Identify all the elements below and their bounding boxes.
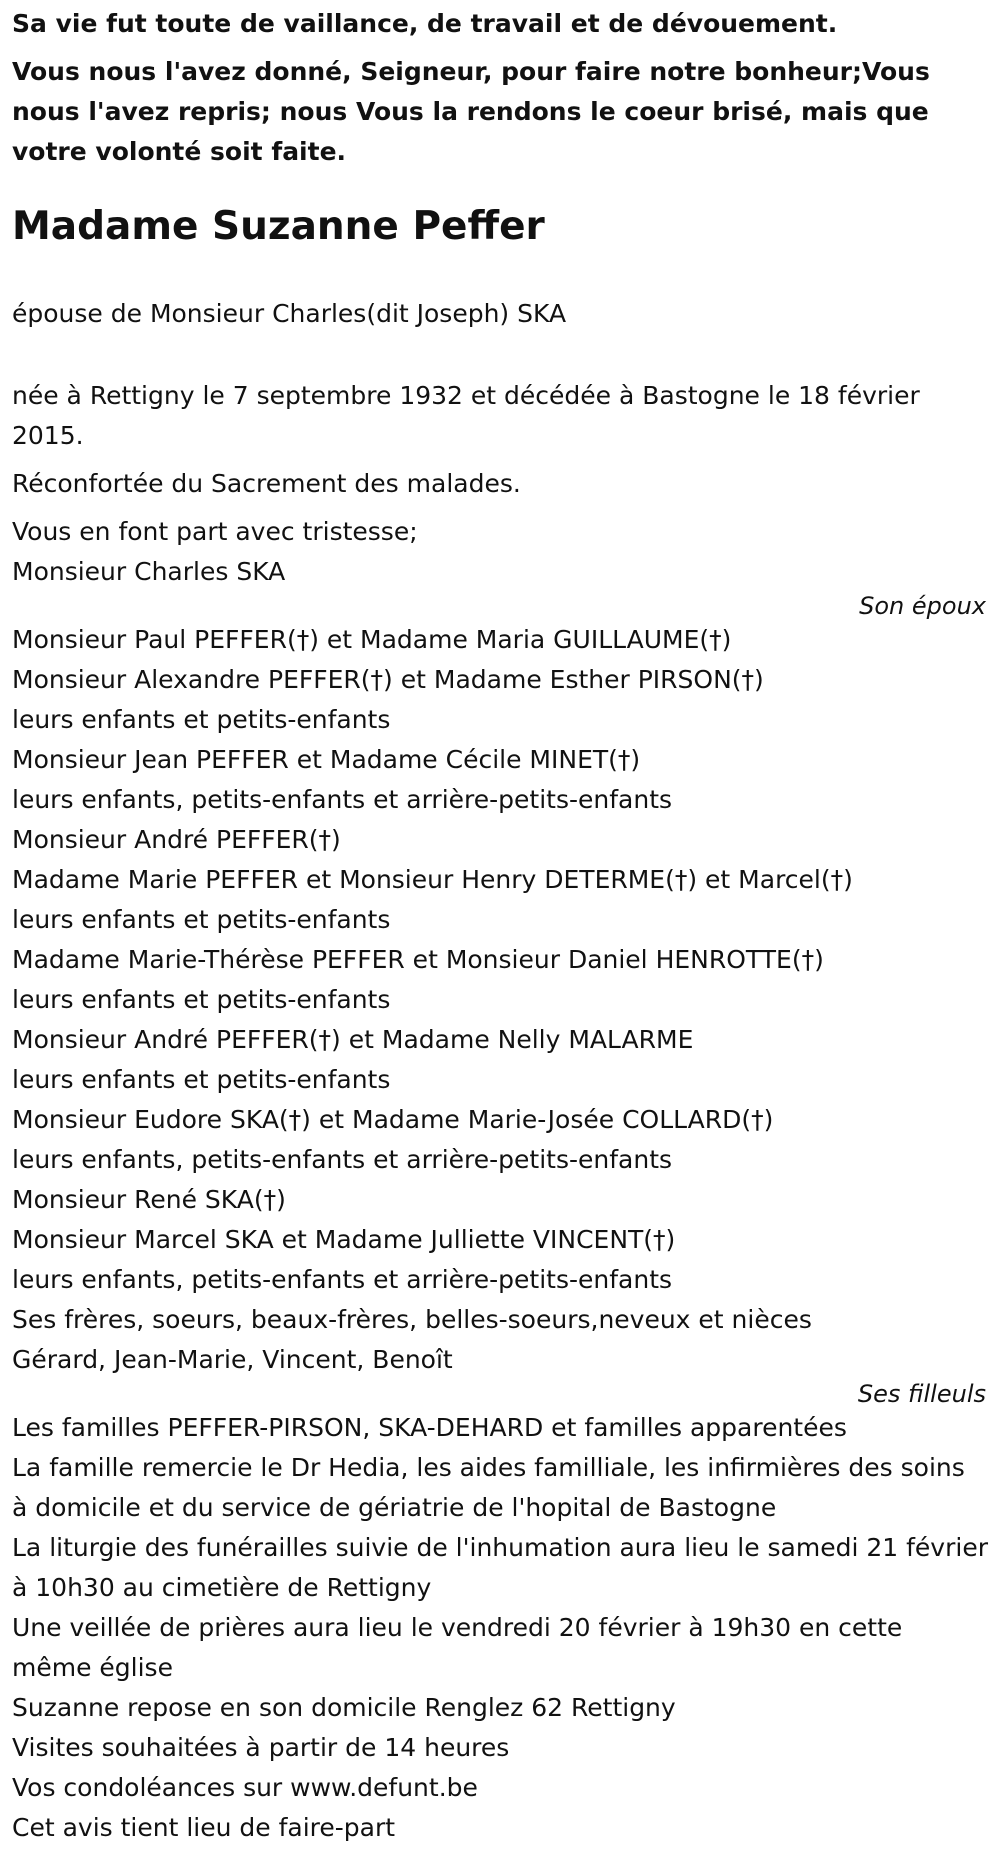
deceased-name: Madame Suzanne Peffer [12,204,545,249]
closing-line: Vos condoléances sur www.defunt.be [12,1773,478,1802]
family-line: Gérard, Jean-Marie, Vincent, Benoît [12,1345,453,1374]
closing-list [12,1408,988,1848]
birth-death-line: née à Rettigny le 7 septembre 1932 et décédée à Bastogne le 18 février 2015. [12,381,920,450]
family-line: leurs enfants, petits-enfants et arrière-petits-enfants [12,785,673,814]
intro-line: Vous en font part avec tristesse; [12,517,418,546]
family-line: leurs enfants et petits-enfants [12,985,391,1014]
closing-line: La famille remercie le Dr Hedia, les aides familliale, les infirmières des soins à domicile et du service de gériatrie de l'hopital de Bastogne [12,1453,965,1522]
family-line: leurs enfants, petits-enfants et arrière-petits-enfants [12,1265,673,1294]
family-list [12,620,988,1380]
family-line: leurs enfants, petits-enfants et arrière-petits-enfants [12,1145,673,1174]
quote-1: Sa vie fut toute de vaillance, de travail et de dévouement. [12,9,838,38]
family-line: leurs enfants et petits-enfants [12,1065,391,1094]
family-line: Monsieur Paul PEFFER(†) et Madame Maria GUILLAUME(†) [12,625,732,654]
family-line: Madame Marie PEFFER et Monsieur Henry DETERME(†) et Marcel(†) [12,865,853,894]
sacrament-line: Réconfortée du Sacrement des malades. [12,469,521,498]
closing-line: Une veillée de prières aura lieu le vendredi 20 février à 19h30 en cette même église [12,1613,903,1682]
family-line: Monsieur Alexandre PEFFER(†) et Madame Esther PIRSON(†) [12,665,764,694]
family-line: Ses frères, soeurs, beaux-frères, belles-soeurs,neveux et nièces [12,1305,812,1334]
quote-2: Vous nous l'avez donné, Seigneur, pour faire notre bonheur;Vous nous l'avez repris; nous Vous la rendons le coeur brisé, mais que votre volonté soit faite. [12,57,930,166]
closing-line: La liturgie des funérailles suivie de l'inhumation aura lieu le samedi 21 février à 10h30 au cimetière de Rettigny [12,1533,988,1602]
family-line: Monsieur André PEFFER(†) et Madame Nelly MALARME [12,1025,694,1054]
family-line: Madame Marie-Thérèse PEFFER et Monsieur Daniel HENROTTE(†) [12,945,824,974]
family-line: Monsieur Eudore SKA(†) et Madame Marie-Josée COLLARD(†) [12,1105,774,1134]
family-line: Monsieur André PEFFER(†) [12,825,341,854]
closing-line: Suzanne repose en son domicile Renglez 62 Rettigny [12,1693,676,1722]
husband-line: Monsieur Charles SKA [12,557,286,586]
family-line: Monsieur Marcel SKA et Madame Julliette VINCENT(†) [12,1225,676,1254]
family-line: Monsieur Jean PEFFER et Madame Cécile MINET(†) [12,745,641,774]
closing-line: Visites souhaitées à partir de 14 heures [12,1733,510,1762]
closing-line: Cet avis tient lieu de faire-part [12,1813,396,1842]
closing-line: Les familles PEFFER-PIRSON, SKA-DEHARD et familles apparentées [12,1413,847,1442]
spouse-line: épouse de Monsieur Charles(dit Joseph) SKA [12,299,567,328]
family-line: leurs enfants et petits-enfants [12,905,391,934]
godchildren-role: Ses filleuls [857,1380,986,1408]
family-line: leurs enfants et petits-enfants [12,705,391,734]
family-line: Monsieur René SKA(†) [12,1185,286,1214]
husband-role: Son époux [859,592,986,620]
